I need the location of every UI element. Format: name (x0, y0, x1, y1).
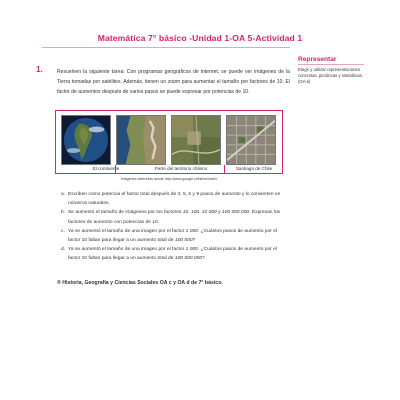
text-part: Se aumentó el tamaño de imágenes por los factores (68, 210, 183, 216)
page-title: Matemática 7° básico -Unidad 1-OA 5-Actividad 1 (97, 33, 303, 43)
math-value: 100 000 000 (174, 256, 203, 262)
intro-zoom-term: zoom (167, 79, 181, 85)
intro-text-1: Resuelven la siguiente tarea: Con programas geográficos de internet, se puede ver imágenes de la Tierra tomadas por satélites. Además, tienen un (57, 69, 290, 85)
santiago-satellite-image (226, 115, 276, 165)
skill-description: Elegir y utilizar representaciones concretas, pictóricas y simbólicas. (OA k) (298, 67, 363, 84)
question-letter: c. (61, 228, 65, 234)
math-value: 10 (182, 210, 189, 216)
continent-satellite-image (61, 115, 111, 165)
caption-divider (115, 165, 116, 174)
intro-text-2: para aumentar el tamaño por factores de 10. El factor de aumentos después de varios pasos se puede expresar por potencias de 10. (57, 79, 290, 95)
question-item (61, 245, 289, 263)
text-part: , (199, 210, 202, 216)
question-letter: d. (61, 247, 66, 253)
caption-chile-territory: Parte del territorio chileno (154, 166, 208, 171)
math-value: 100 (190, 210, 200, 216)
satellite-images-panel (55, 110, 283, 174)
skill-title: Representar (298, 56, 337, 63)
question-text (68, 210, 280, 224)
question-letter: b. (61, 210, 66, 216)
text-part: ? (192, 238, 196, 244)
caption-santiago: Santiago de Chile (235, 166, 273, 171)
question-list (61, 190, 289, 264)
caption-continent: El continente (92, 166, 120, 171)
question-item (61, 190, 289, 208)
math-value: 1 000 (185, 247, 198, 253)
skill-sidebar (298, 56, 368, 85)
math-value: 10 000 (201, 210, 217, 216)
text-part: , (188, 210, 191, 216)
valley-satellite-image (171, 115, 221, 165)
math-value: 1 000 (185, 228, 198, 234)
chile-territory-satellite-image (116, 115, 166, 165)
question-item (61, 227, 289, 245)
activity-intro (57, 67, 290, 97)
question-text (68, 247, 277, 261)
text-part: Ya se aumentó el tamaño de una imagen por el factor (68, 228, 186, 234)
text-part: ? (202, 256, 205, 262)
question-text: Escriben como potencia el factor total después de 3, 5, 6 y 9 pasos de aumento y lo convierten en números naturales. (68, 192, 281, 207)
math-value: 10 (152, 219, 158, 225)
text-part: . (157, 219, 160, 225)
math-value: 100 000 (174, 238, 193, 244)
skill-divider (298, 64, 364, 65)
text-part: . Expresan los factores de aumento con potencias de (68, 210, 281, 225)
text-part: y (216, 210, 222, 216)
question-item (61, 208, 289, 226)
question-text (68, 229, 277, 243)
activity-number: 1. (36, 65, 43, 74)
text-part: Ya se aumentó el tamaño de una imagen por el factor (68, 247, 186, 253)
math-value: 100 000 000 (221, 210, 250, 216)
text-part: . ¿Cuántos pasos de aumento por el factor 10 faltan para llegar a un aumento total de (68, 228, 278, 244)
text-part: . ¿Cuántos pasos de aumento por el factor 10 faltan para llegar a un aumento total de (68, 247, 278, 262)
question-letter: a. (61, 192, 66, 197)
header-divider (42, 47, 290, 48)
curriculum-footnote: ® Historia, Geografía y Ciencias Sociales OA c y OA d de 7° básico. (57, 280, 223, 286)
image-source: Imágenes obtenidas desde http://www.google.cl/intl/es/earth/ (120, 177, 218, 181)
